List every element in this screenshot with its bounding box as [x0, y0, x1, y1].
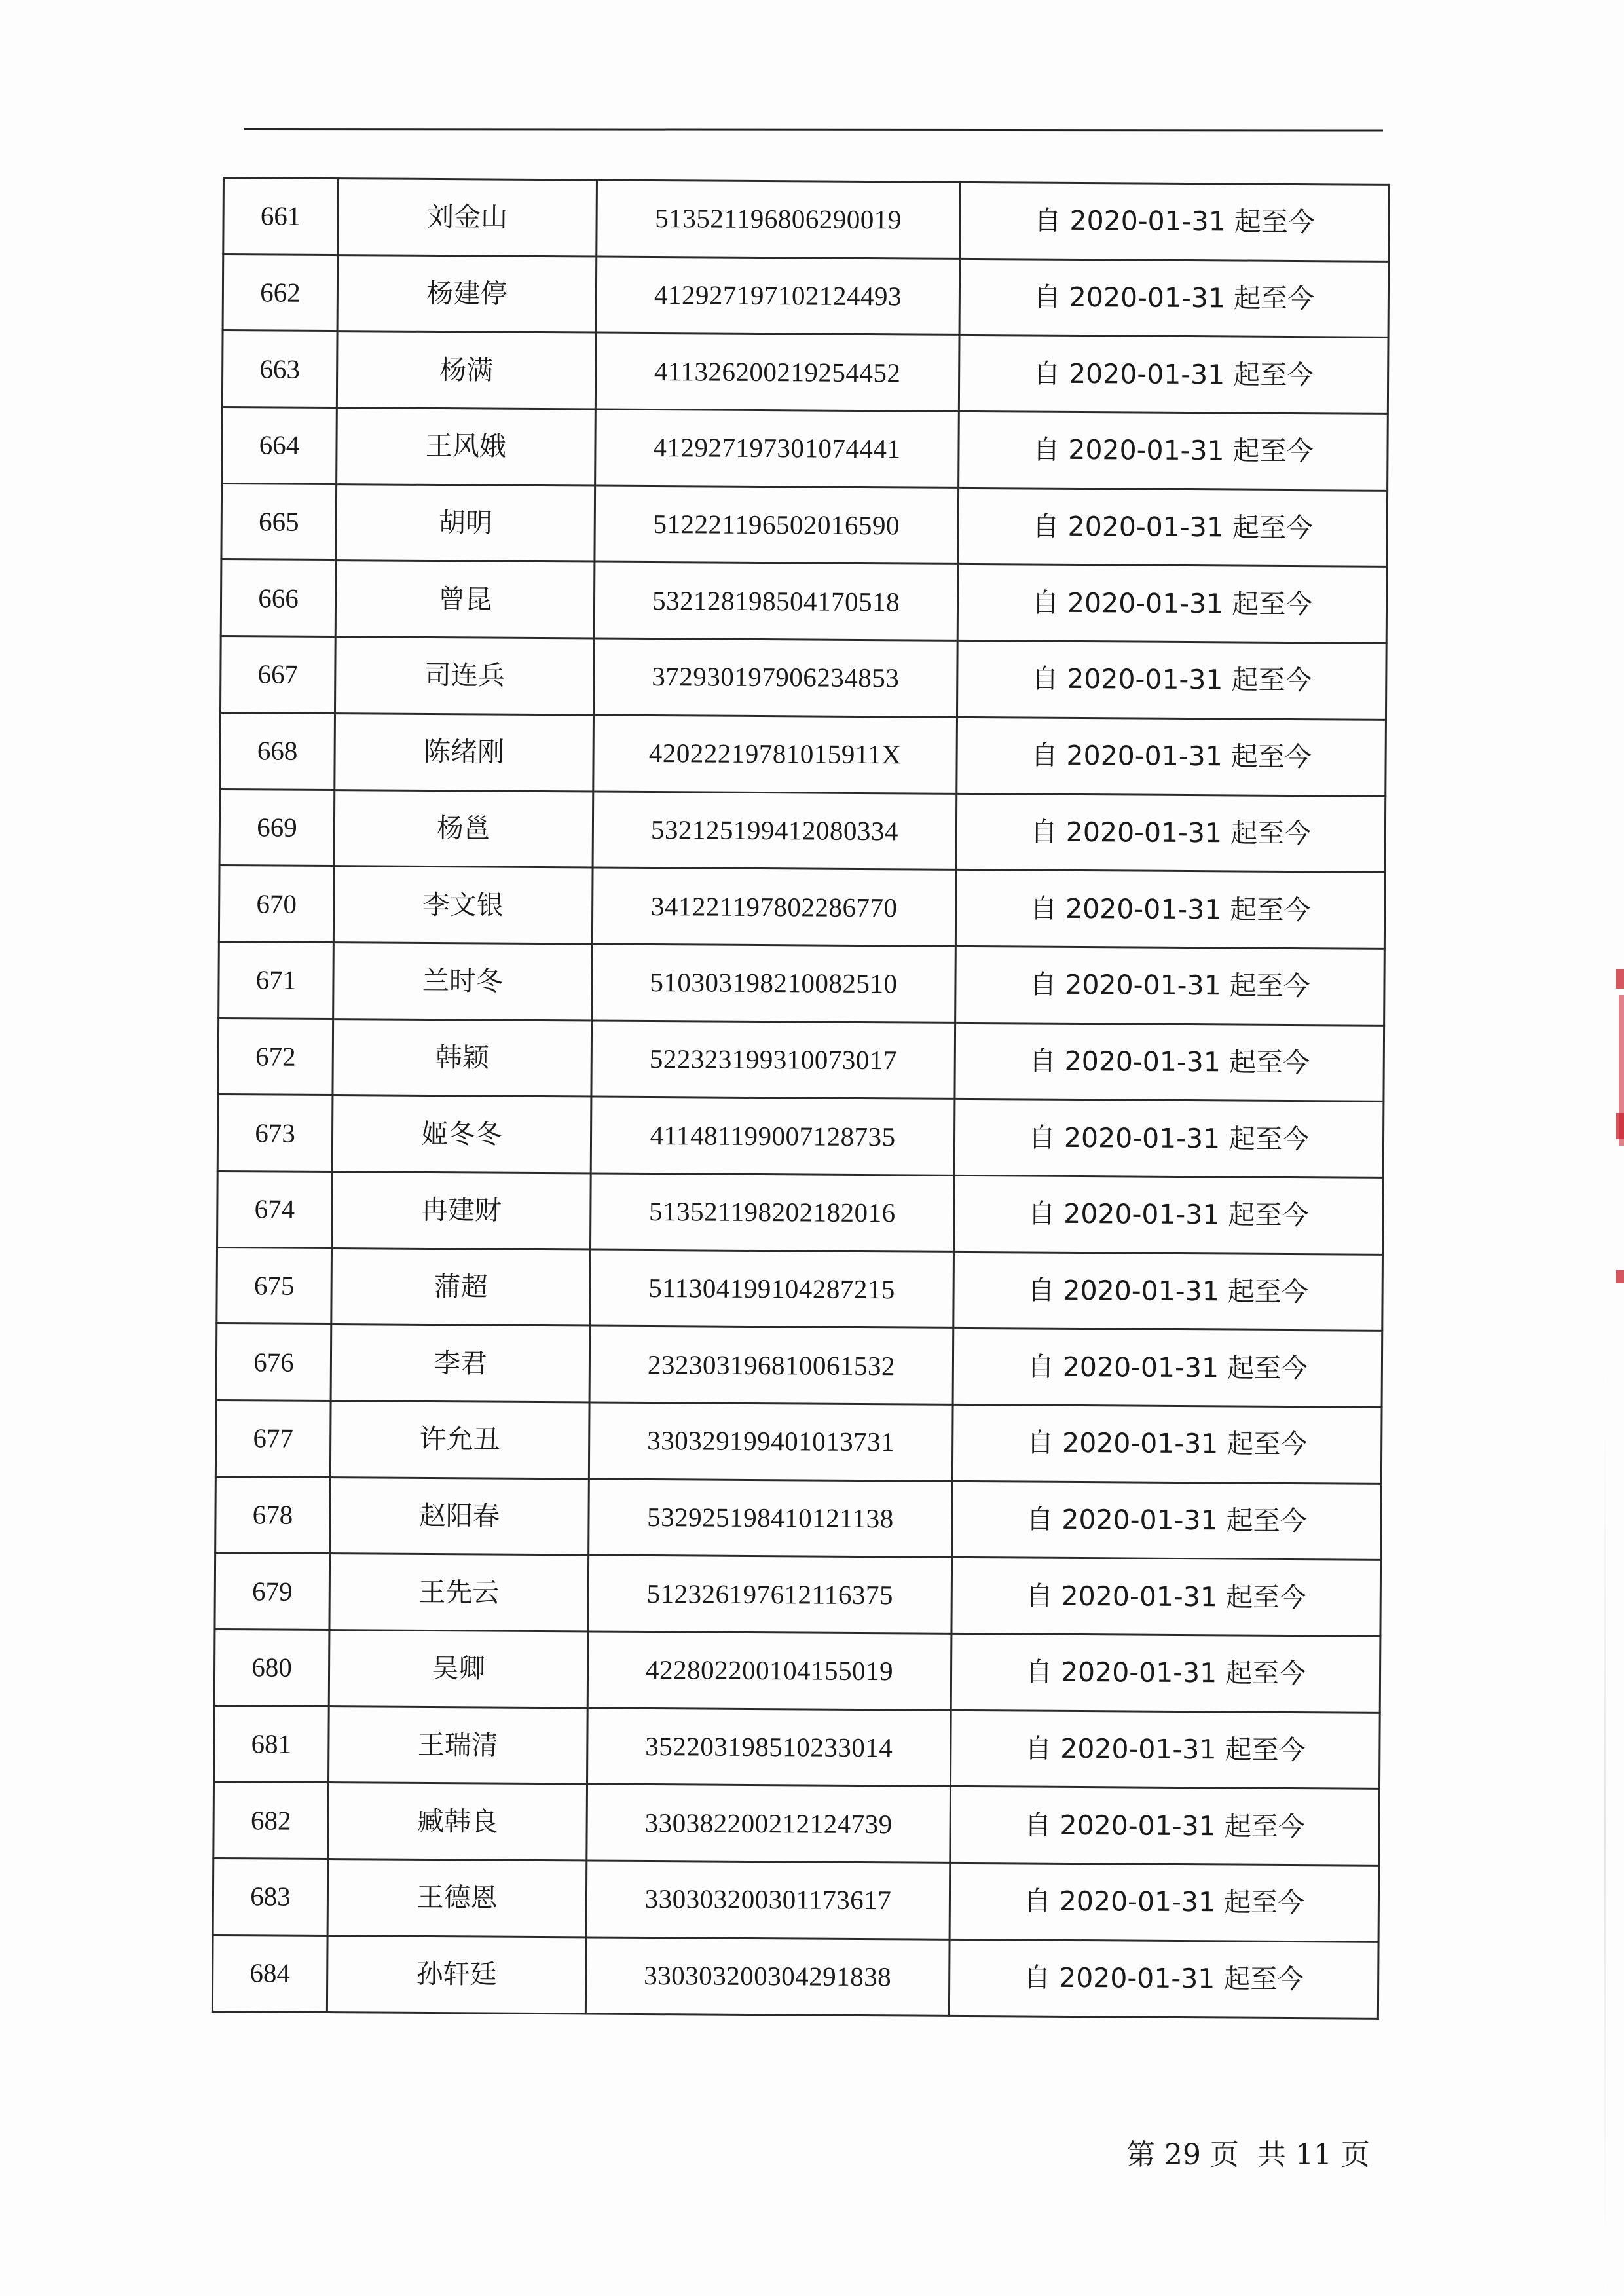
table-row: [213, 1859, 1379, 1942]
validity-period: 自 2020-01-31 起至今: [957, 640, 1386, 720]
person-name: 韩颖: [333, 1019, 592, 1097]
validity-period: 自 2020-01-31 起至今: [953, 1175, 1383, 1254]
person-name: 王风娥: [337, 408, 596, 486]
scan-gutter-line: [1604, 1375, 1606, 2291]
id-number: 330303200304291838: [585, 1937, 950, 2016]
person-name: 臧韩良: [328, 1783, 587, 1861]
row-number: 668: [220, 712, 335, 790]
validity-period: 自 2020-01-31 起至今: [955, 1023, 1384, 1102]
table-row: [214, 1705, 1380, 1789]
id-number: 372930197906234853: [593, 638, 957, 717]
table-row: [216, 1324, 1382, 1408]
id-number: 330329199401013731: [589, 1402, 953, 1481]
row-number: 669: [219, 789, 335, 866]
records-table-wrapper: [212, 177, 1388, 2019]
id-number: 412927197301074441: [595, 409, 959, 488]
validity-period: 自 2020-01-31 起至今: [959, 259, 1389, 338]
id-number: 510303198210082510: [592, 944, 956, 1023]
person-name: 冉建财: [332, 1171, 591, 1249]
person-name: 吴卿: [329, 1630, 588, 1708]
person-name: 李君: [331, 1324, 590, 1402]
table-row: [222, 407, 1388, 491]
id-number: 341221197802286770: [592, 867, 956, 946]
validity-period: 自 2020-01-31 起至今: [957, 564, 1387, 644]
person-name: 司连兵: [335, 637, 594, 715]
validity-period: 自 2020-01-31 起至今: [955, 946, 1385, 1025]
id-number: 511304199104287215: [590, 1250, 954, 1328]
table-row: [221, 560, 1387, 644]
table-row: [217, 1247, 1383, 1331]
id-number: 532128198504170518: [594, 562, 958, 640]
row-number: 661: [223, 178, 339, 255]
person-name: 杨满: [337, 331, 596, 409]
row-number: 679: [215, 1553, 330, 1630]
id-number: 532125199412080334: [593, 791, 957, 869]
row-number: 670: [219, 866, 334, 943]
person-name: 王德恩: [327, 1859, 587, 1937]
validity-period: 自 2020-01-31 起至今: [950, 1787, 1380, 1866]
validity-period: 自 2020-01-31 起至今: [951, 1558, 1381, 1637]
row-number: 680: [214, 1630, 329, 1707]
row-number: 682: [213, 1782, 329, 1859]
row-number: 665: [221, 483, 337, 560]
person-name: 姬冬冬: [332, 1095, 591, 1173]
row-number: 683: [213, 1859, 328, 1936]
row-number: 673: [217, 1095, 333, 1172]
page-footer: [1126, 2131, 1370, 2173]
id-number: 513521198202182016: [591, 1173, 955, 1252]
table-row: [215, 1476, 1382, 1560]
records-table-body: [212, 178, 1389, 2018]
id-number: 512326197612116375: [588, 1555, 952, 1633]
table-row: [221, 636, 1387, 720]
row-number: 681: [214, 1705, 329, 1783]
id-number: 352203198510233014: [587, 1708, 951, 1787]
person-name: 曾昆: [335, 560, 595, 638]
row-number: 684: [212, 1935, 327, 2012]
table-row: [221, 483, 1388, 567]
person-name: 杨建停: [337, 255, 597, 333]
person-name: 王瑞清: [329, 1706, 588, 1784]
row-number: 663: [222, 331, 337, 408]
id-number: 412927197102124493: [596, 257, 960, 335]
validity-period: 自 2020-01-31 起至今: [959, 411, 1388, 490]
id-number: 522323199310073017: [591, 1021, 955, 1099]
person-name: 许允丑: [330, 1401, 589, 1479]
validity-period: 自 2020-01-31 起至今: [951, 1633, 1380, 1713]
row-number: 666: [221, 560, 336, 637]
id-number: 512221196502016590: [595, 486, 959, 564]
person-name: 蒲超: [331, 1248, 591, 1326]
person-name: 胡明: [336, 484, 595, 562]
person-name: 王先云: [329, 1554, 589, 1631]
person-name: 孙轩廷: [327, 1935, 586, 2013]
records-table: [212, 177, 1390, 2019]
table-row: [214, 1630, 1380, 1713]
row-number: 671: [219, 941, 334, 1019]
validity-period: 自 2020-01-31 起至今: [959, 335, 1388, 414]
row-number: 672: [218, 1018, 333, 1095]
validity-period: 自 2020-01-31 起至今: [952, 1481, 1382, 1560]
id-number: 532925198410121138: [589, 1479, 953, 1558]
validity-period: 自 2020-01-31 起至今: [956, 793, 1386, 873]
row-number: 678: [215, 1476, 331, 1554]
person-name: 赵阳春: [330, 1477, 589, 1555]
person-name: 李文银: [333, 866, 593, 944]
table-row: [222, 331, 1388, 414]
person-name: 刘金山: [338, 179, 597, 257]
person-name: 兰时冬: [333, 942, 593, 1020]
validity-period: 自 2020-01-31 起至今: [955, 870, 1385, 949]
table-row: [219, 866, 1385, 949]
table-row: [223, 254, 1389, 338]
validity-period: 自 2020-01-31 起至今: [950, 1863, 1379, 1942]
table-row: [219, 941, 1385, 1025]
table-row: [217, 1171, 1384, 1254]
table-row: [213, 1782, 1380, 1866]
validity-period: 自 2020-01-31 起至今: [960, 182, 1390, 261]
id-number: 513521196806290019: [597, 180, 961, 259]
row-number: 676: [216, 1324, 331, 1401]
row-number: 677: [215, 1400, 331, 1477]
table-row: [215, 1553, 1381, 1637]
id-number: 411481199007128735: [591, 1097, 955, 1175]
table-row: [219, 789, 1386, 873]
validity-period: 自 2020-01-31 起至今: [953, 1252, 1383, 1331]
stamp-edge-mark: [1616, 969, 1624, 989]
row-number: 674: [217, 1171, 333, 1248]
validity-period: 自 2020-01-31 起至今: [953, 1328, 1382, 1408]
validity-period: 自 2020-01-31 起至今: [952, 1404, 1382, 1484]
validity-period: 自 2020-01-31 起至今: [954, 1099, 1384, 1178]
id-number: 232303196810061532: [589, 1326, 953, 1404]
table-row: [212, 1935, 1378, 2018]
id-number: 411326200219254452: [595, 333, 959, 411]
page-total: 共 11 页: [1257, 2138, 1370, 2172]
id-number: 42022219781015911X: [593, 715, 957, 793]
id-number: 330382200212124739: [587, 1784, 951, 1863]
validity-period: 自 2020-01-31 起至今: [949, 1939, 1378, 2018]
stamp-edge-mark: [1616, 1270, 1624, 1283]
header-rule: [244, 128, 1383, 132]
table-row: [218, 1018, 1384, 1102]
id-number: 422802200104155019: [587, 1631, 951, 1710]
table-row: [220, 712, 1386, 796]
table-row: [215, 1400, 1382, 1484]
validity-period: 自 2020-01-31 起至今: [958, 488, 1388, 567]
person-name: 陈绪刚: [335, 713, 594, 791]
validity-period: 自 2020-01-31 起至今: [951, 1710, 1380, 1789]
id-number: 330303200301173617: [586, 1861, 950, 1939]
row-number: 667: [221, 636, 336, 714]
validity-period: 自 2020-01-31 起至今: [957, 717, 1386, 796]
row-number: 662: [223, 254, 338, 331]
table-row: [223, 178, 1390, 262]
page-number: 第 29 页: [1126, 2138, 1239, 2172]
person-name: 杨邕: [334, 790, 593, 867]
stamp-edge-mark: [1616, 1113, 1624, 1139]
table-row: [217, 1095, 1384, 1178]
row-number: 664: [222, 407, 337, 484]
row-number: 675: [217, 1247, 332, 1324]
